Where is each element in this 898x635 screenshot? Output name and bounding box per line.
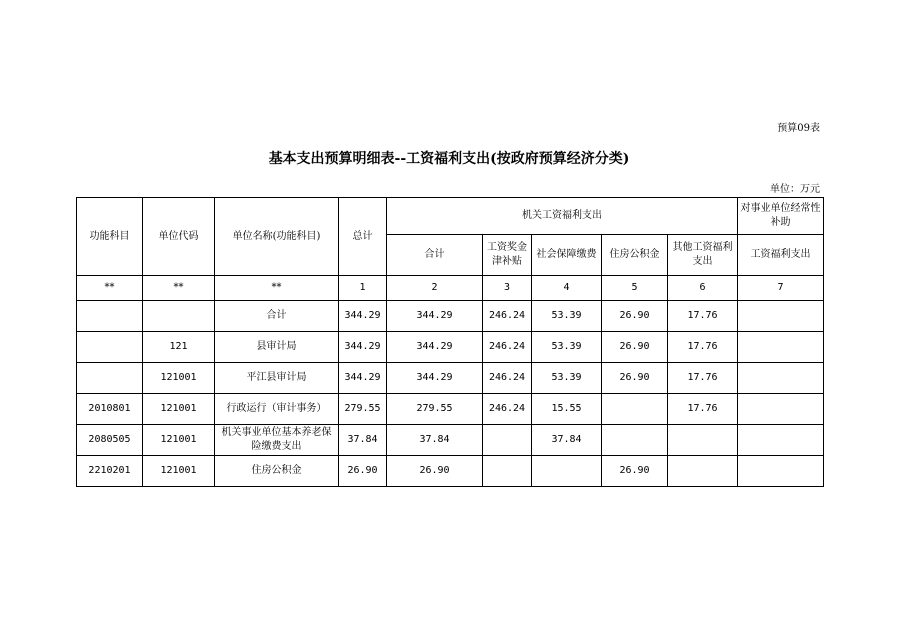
table-cell: 246.24 [483,332,532,363]
index-cell: ** [215,276,339,301]
header-sub-salary: 工资奖金津补贴 [483,235,532,276]
table-cell: 37.84 [532,425,602,456]
table-cell: 2010801 [77,394,143,425]
header-sub-housing-fund: 住房公积金 [602,235,668,276]
budget-table [76,197,824,487]
table-row [77,301,824,332]
header-sub-social-security: 社会保障缴费 [532,235,602,276]
index-cell: 5 [602,276,668,301]
table-cell [77,363,143,394]
page-title: 基本支出预算明细表--工资福利支出(按政府预算经济分类) [268,151,630,167]
table-cell: 2080505 [77,425,143,456]
index-cell: 6 [668,276,738,301]
table-cell: 平江县审计局 [215,363,339,394]
table-cell [602,425,668,456]
table-cell [532,456,602,487]
table-cell [738,301,824,332]
table-cell [738,363,824,394]
table-cell: 县审计局 [215,332,339,363]
table-cell: 住房公积金 [215,456,339,487]
table-cell: 26.90 [602,456,668,487]
table-cell: 344.29 [387,363,483,394]
table-cell: 279.55 [339,394,387,425]
index-cell: ** [143,276,215,301]
table-cell [738,425,824,456]
table-cell: 53.39 [532,301,602,332]
table-cell: 246.24 [483,301,532,332]
table-cell: 15.55 [532,394,602,425]
table-cell: 121 [143,332,215,363]
table-cell [668,425,738,456]
header-total: 总计 [339,198,387,276]
table-cell [738,332,824,363]
table-cell: 合计 [215,301,339,332]
header-subsidy-group: 对事业单位经常性补助 [738,198,824,235]
table-cell: 53.39 [532,332,602,363]
table-row [77,394,824,425]
table-row [77,425,824,456]
table-cell [483,425,532,456]
table-cell: 121001 [143,394,215,425]
table-body [77,198,824,487]
header-unit-name: 单位名称(功能科目) [215,198,339,276]
table-cell: 17.76 [668,301,738,332]
index-cell: 7 [738,276,824,301]
table-cell [77,332,143,363]
table-cell [738,394,824,425]
table-cell: 37.84 [339,425,387,456]
table-cell: 279.55 [387,394,483,425]
table-cell: 行政运行（审计事务） [215,394,339,425]
table-cell: 37.84 [387,425,483,456]
table-cell: 17.76 [668,363,738,394]
header-sub-welfare: 工资福利支出 [738,235,824,276]
index-cell: 1 [339,276,387,301]
header-unit-code: 单位代码 [143,198,215,276]
table-cell [77,301,143,332]
table-cell [668,456,738,487]
table-cell: 344.29 [339,332,387,363]
table-cell: 机关事业单位基本养老保险缴费支出 [215,425,339,456]
table-cell: 344.29 [339,363,387,394]
table-cell: 2210201 [77,456,143,487]
index-cell: 3 [483,276,532,301]
table-cell: 121001 [143,456,215,487]
table-cell: 17.76 [668,394,738,425]
form-number: 预算09表 [777,123,820,134]
unit-label: 单位：万元 [770,184,820,195]
table-cell: 53.39 [532,363,602,394]
header-func-code: 功能科目 [77,198,143,276]
table-cell: 26.90 [602,332,668,363]
table-cell: 344.29 [387,301,483,332]
table-cell: 344.29 [339,301,387,332]
table-cell: 17.76 [668,332,738,363]
index-cell: 4 [532,276,602,301]
table-cell: 26.90 [339,456,387,487]
header-sub-other-welfare: 其他工资福利支出 [668,235,738,276]
table-cell: 121001 [143,425,215,456]
table-cell [738,456,824,487]
table-cell: 26.90 [602,363,668,394]
header-sub-total: 合计 [387,235,483,276]
table-cell: 121001 [143,363,215,394]
table-cell: 26.90 [387,456,483,487]
table-cell [483,456,532,487]
table-cell [143,301,215,332]
table-cell: 246.24 [483,363,532,394]
table-cell: 246.24 [483,394,532,425]
table-cell: 26.90 [602,301,668,332]
table-row [77,332,824,363]
header-agency-group: 机关工资福利支出 [387,198,738,235]
index-cell: 2 [387,276,483,301]
table-cell: 344.29 [387,332,483,363]
table-row [77,456,824,487]
table-cell [602,394,668,425]
index-cell: ** [77,276,143,301]
table-row [77,363,824,394]
